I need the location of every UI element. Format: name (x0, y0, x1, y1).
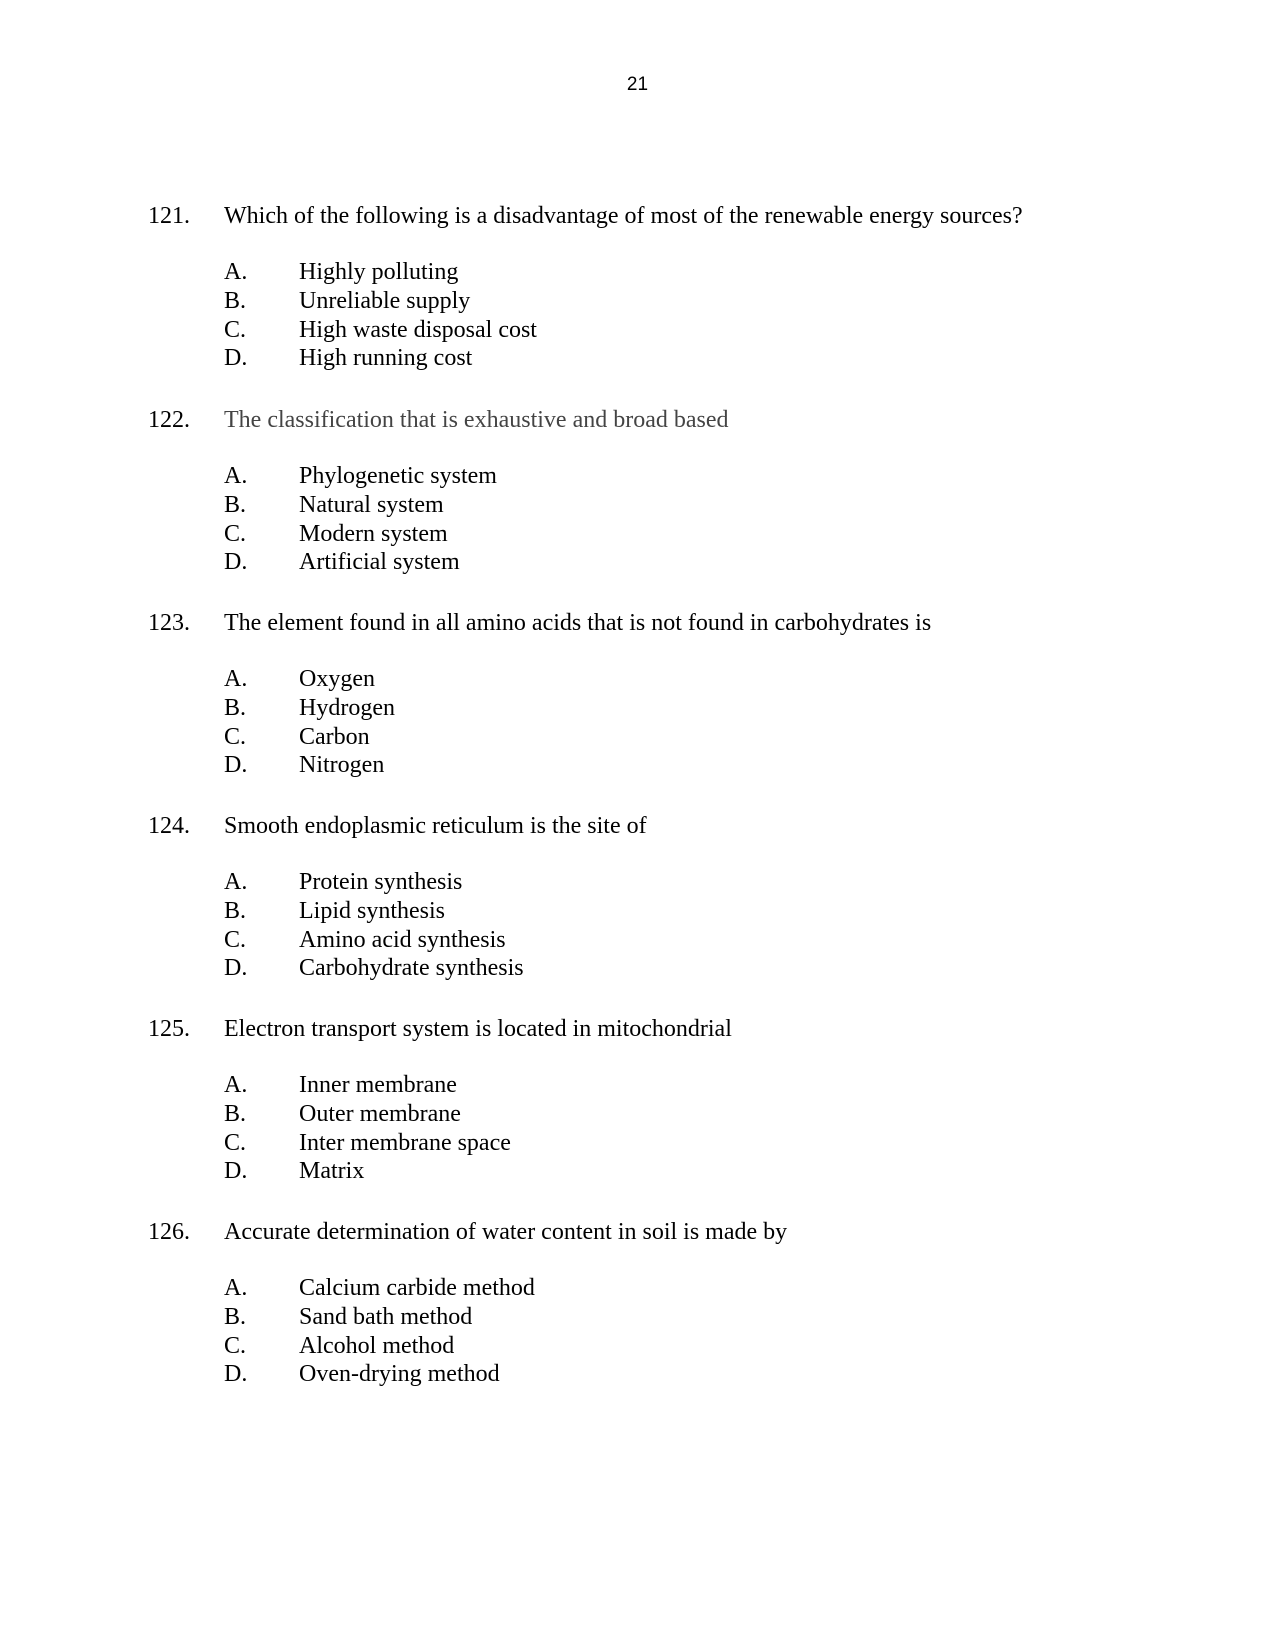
option-text: Matrix (299, 1158, 365, 1185)
option-text: Hydrogen (299, 694, 395, 721)
option-d (224, 1360, 1148, 1389)
question-126 (148, 1218, 1148, 1389)
option-letter: A. (224, 463, 248, 489)
option-list (224, 868, 1148, 983)
option-text: Oxygen (299, 666, 375, 692)
option-letter: C. (224, 1129, 247, 1156)
question-text: Which of the following is a disadvantage of most of the renewable energy sources? (224, 203, 1023, 229)
question-121 (148, 202, 1148, 373)
option-text: Unreliable supply (299, 287, 471, 314)
question-text: Electron transport system is located in mitochondrial (224, 1016, 732, 1042)
option-letter: A. (224, 259, 248, 285)
option-letter: B. (224, 897, 247, 924)
option-text: Oven-drying method (299, 1361, 500, 1388)
option-text: Highly polluting (299, 259, 459, 285)
option-d (224, 751, 1148, 780)
option-list (224, 462, 1148, 577)
page-number: 21 (626, 74, 649, 95)
option-letter: B. (224, 491, 247, 518)
question-122 (148, 406, 1148, 577)
question-number: 121. (148, 203, 190, 229)
question-text: The element found in all amino acids that is not found in carbohydrates is (224, 610, 932, 636)
option-b (224, 897, 1148, 926)
option-text: Modern system (299, 520, 448, 547)
option-b (224, 491, 1148, 520)
question-text: The classification that is exhaustive and broad based (224, 407, 729, 433)
question-stem (148, 202, 1148, 230)
option-text: High waste disposal cost (299, 316, 537, 343)
option-c (224, 520, 1148, 549)
option-letter: D. (224, 345, 248, 372)
option-b (224, 1100, 1148, 1129)
option-letter: D. (224, 549, 248, 576)
option-d (224, 1157, 1148, 1186)
question-stem (148, 406, 1148, 434)
option-letter: B. (224, 694, 247, 721)
option-text: Inter membrane space (299, 1129, 511, 1156)
option-a (224, 1274, 1148, 1303)
option-text: Artificial system (299, 549, 460, 576)
option-text: Inner membrane (299, 1072, 457, 1098)
option-c (224, 1332, 1148, 1361)
option-text: Carbohydrate synthesis (299, 955, 524, 982)
option-letter: C. (224, 926, 247, 953)
option-b (224, 287, 1148, 316)
question-number: 124. (148, 813, 190, 839)
option-text: Carbon (299, 723, 370, 750)
option-c (224, 1129, 1148, 1158)
option-letter: D. (224, 752, 248, 779)
option-text: Sand bath method (299, 1303, 473, 1330)
option-a (224, 665, 1148, 694)
option-a (224, 258, 1148, 287)
question-123 (148, 609, 1148, 780)
option-letter: A. (224, 869, 248, 895)
question-stem (148, 1015, 1148, 1043)
option-letter: B. (224, 1100, 247, 1127)
option-a (224, 868, 1148, 897)
option-letter: B. (224, 1303, 247, 1330)
option-list (224, 1071, 1148, 1186)
option-letter: A. (224, 666, 248, 692)
question-number: 122. (148, 407, 190, 433)
option-c (224, 316, 1148, 345)
question-125 (148, 1015, 1148, 1186)
option-letter: D. (224, 955, 248, 982)
option-letter: A. (224, 1072, 248, 1098)
option-text: Amino acid synthesis (299, 926, 506, 953)
option-d (224, 954, 1148, 983)
question-number: 125. (148, 1016, 190, 1042)
question-124 (148, 812, 1148, 983)
option-text: Nitrogen (299, 752, 385, 779)
option-b (224, 1303, 1148, 1332)
option-letter: D. (224, 1158, 248, 1185)
option-text: High running cost (299, 345, 473, 372)
option-letter: A. (224, 1275, 248, 1301)
question-list (148, 202, 1148, 1421)
question-stem (148, 812, 1148, 840)
option-d (224, 344, 1148, 373)
question-stem (148, 1218, 1148, 1246)
option-c (224, 926, 1148, 955)
option-text: Calcium carbide method (299, 1275, 535, 1301)
question-text: Smooth endoplasmic reticulum is the site of (224, 813, 647, 839)
option-letter: D. (224, 1361, 248, 1388)
option-a (224, 462, 1148, 491)
option-d (224, 548, 1148, 577)
option-list (224, 665, 1148, 780)
option-text: Protein synthesis (299, 869, 463, 895)
option-c (224, 723, 1148, 752)
option-letter: C. (224, 520, 247, 547)
option-list (224, 1274, 1148, 1389)
option-list (224, 258, 1148, 373)
option-text: Phylogenetic system (299, 463, 497, 489)
question-number: 126. (148, 1219, 190, 1245)
option-text: Lipid synthesis (299, 897, 446, 924)
option-b (224, 694, 1148, 723)
question-text: Accurate determination of water content in soil is made by (224, 1219, 788, 1245)
option-letter: B. (224, 287, 247, 314)
option-a (224, 1071, 1148, 1100)
option-text: Natural system (299, 491, 444, 518)
option-letter: C. (224, 723, 247, 750)
option-text: Alcohol method (299, 1332, 455, 1359)
option-text: Outer membrane (299, 1100, 461, 1127)
option-letter: C. (224, 316, 247, 343)
question-stem (148, 609, 1148, 637)
question-number: 123. (148, 610, 190, 636)
option-letter: C. (224, 1332, 247, 1359)
